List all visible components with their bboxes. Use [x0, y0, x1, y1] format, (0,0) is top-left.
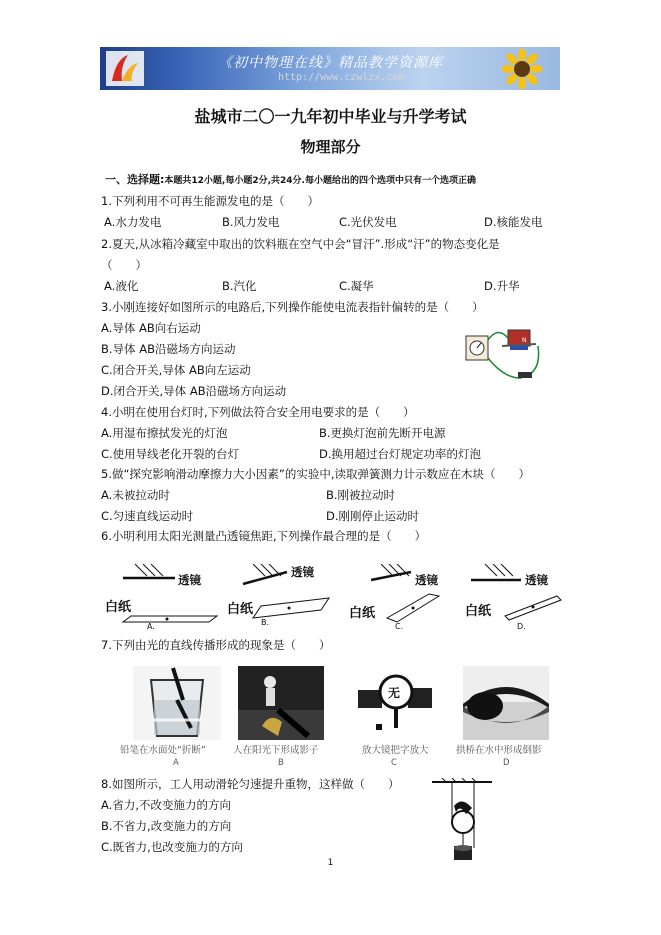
magnifier-image	[352, 666, 440, 740]
q3-option-b: B.导体 AB沿磁场方向运动	[101, 342, 236, 356]
q2-stem-bracket: （ ）	[101, 258, 147, 272]
q5-option-c: C.匀速直线运动时	[101, 509, 194, 523]
banner-title: 《初中物理在线》精品教学资源库	[218, 55, 443, 71]
q7-letter-b: B	[278, 758, 284, 768]
exam-subtitle: 物理部分	[300, 138, 361, 156]
q5-option-b: B.刚被拉动时	[326, 488, 396, 502]
paper-label-d: 白纸	[465, 604, 492, 619]
q4-option-a: A.用湿布擦拭发光的灯泡	[101, 426, 228, 440]
q6-figure-b	[225, 558, 340, 636]
q8-stem: 8.如图所示，工人用动滑轮匀速提升重物，这样做（ ）	[101, 777, 400, 791]
q3-option-d: D.闭合开关,导体 AB沿磁场方向运动	[101, 384, 287, 398]
q8-option-a: A.省力,不改变施力的方向	[101, 798, 231, 812]
q6-figure	[105, 558, 565, 636]
q8-option-b: B.不省力,改变施力的方向	[101, 819, 232, 833]
q1-option-b: B.风力发电	[222, 215, 280, 229]
q1-option-c: C.光伏发电	[339, 215, 397, 229]
paper-label-c: 白纸	[349, 606, 376, 621]
paper-label-b: 白纸	[227, 602, 254, 617]
q6-figure-c	[343, 558, 458, 636]
lens-label-b: 透镜	[291, 565, 314, 579]
q6-stem: 6.小明利用太阳光测量凸透镜焦距,下列操作最合理的是（ ）	[101, 529, 427, 543]
q1-option-d: D.核能发电	[484, 215, 543, 229]
section-note: 本题共12小题,每小题2分,共24分.每小题给出的四个选项中只有一个选项正确	[164, 176, 476, 186]
sunflower-icon	[502, 49, 542, 89]
q2-stem: 2.夏天,从冰箱冷藏室中取出的饮料瓶在空气中会“冒汗”.形成“汗”的物态变化是	[101, 237, 500, 251]
q8-option-c: C.既省力,也改变施力的方向	[101, 840, 243, 854]
lens-label-d: 透镜	[525, 573, 548, 587]
q6-figure-d	[461, 558, 565, 636]
lens-label-a: 透镜	[178, 573, 201, 587]
lens-diagram-b	[225, 558, 340, 636]
q2-option-c: C.凝华	[339, 279, 374, 293]
q2-option-b: B.汽化	[222, 279, 257, 293]
q6-figure-a	[105, 558, 220, 636]
section-header	[105, 171, 476, 187]
bridge-reflection-image	[463, 666, 549, 740]
header-banner	[100, 47, 560, 90]
letter-b: B.	[261, 618, 270, 627]
q7-letter-a: A	[173, 758, 179, 768]
section-head: 一、选择题:	[105, 173, 165, 186]
q1-option-a: A.水力发电	[104, 215, 162, 229]
banner-url: http://www.czwlzx.com	[278, 72, 405, 83]
svg-text:无: 无	[388, 686, 401, 700]
q5-option-a: A.未被拉动时	[101, 488, 170, 502]
letter-a: A.	[147, 622, 155, 631]
q2-option-d: D.升华	[484, 279, 520, 293]
q4-stem: 4.小明在使用台灯时,下列做法符合安全用电要求的是（ ）	[101, 405, 415, 419]
lens-diagram-d	[461, 558, 565, 636]
q7-caption-d: 拱桥在水中形成倒影	[456, 745, 542, 756]
paper-label-a: 白纸	[105, 600, 132, 615]
q3-option-a: A.导体 AB向右运动	[101, 321, 201, 335]
q7-caption-b: 人在阳光下形成影子	[233, 745, 319, 756]
q7-letter-d: D	[503, 758, 510, 768]
q1-stem: 1.下列利用不可再生能源发电的是（ ）	[101, 194, 319, 208]
q7-caption-c: 放大镜把字放大	[362, 745, 429, 756]
pencil-in-water-image	[133, 666, 221, 740]
q7-stem: 7.下列由光的直线传播形成的现象是（ ）	[101, 638, 331, 652]
shadow-image	[238, 666, 324, 740]
q4-option-d: D.换用超过台灯规定功率的灯泡	[319, 447, 482, 461]
logo-icon	[106, 51, 144, 86]
q3-stem: 3.小刚连接好如图所示的电路后,下列操作能使电流表指针偏转的是（ ）	[101, 300, 484, 314]
letter-d: D.	[517, 622, 526, 631]
q3-circuit-figure	[464, 318, 548, 384]
exam-title: 盐城市二〇一九年初中毕业与升学考试	[194, 107, 467, 126]
q4-option-b: B.更换灯泡前先断开电源	[319, 426, 446, 440]
lens-label-c: 透镜	[415, 573, 438, 587]
q5-option-d: D.刚刚停止运动时	[326, 509, 420, 523]
q3-option-c: C.闭合开关,导体 AB向左运动	[101, 363, 251, 377]
svg-text:N: N	[522, 337, 527, 344]
page-number: 1	[327, 858, 334, 868]
pulley-figure	[432, 778, 492, 870]
q7-letter-c: C	[391, 758, 397, 768]
q2-option-a: A.液化	[104, 279, 139, 293]
q7-caption-a: 铅笔在水面处“折断”	[120, 745, 206, 756]
letter-c: C.	[395, 622, 404, 631]
q4-option-c: C.使用导线老化开裂的台灯	[101, 447, 240, 461]
q5-stem: 5.做“探究影响滑动摩擦力大小因素”的实验中,读取弹簧测力计示数应在木块（ ）	[101, 467, 531, 481]
